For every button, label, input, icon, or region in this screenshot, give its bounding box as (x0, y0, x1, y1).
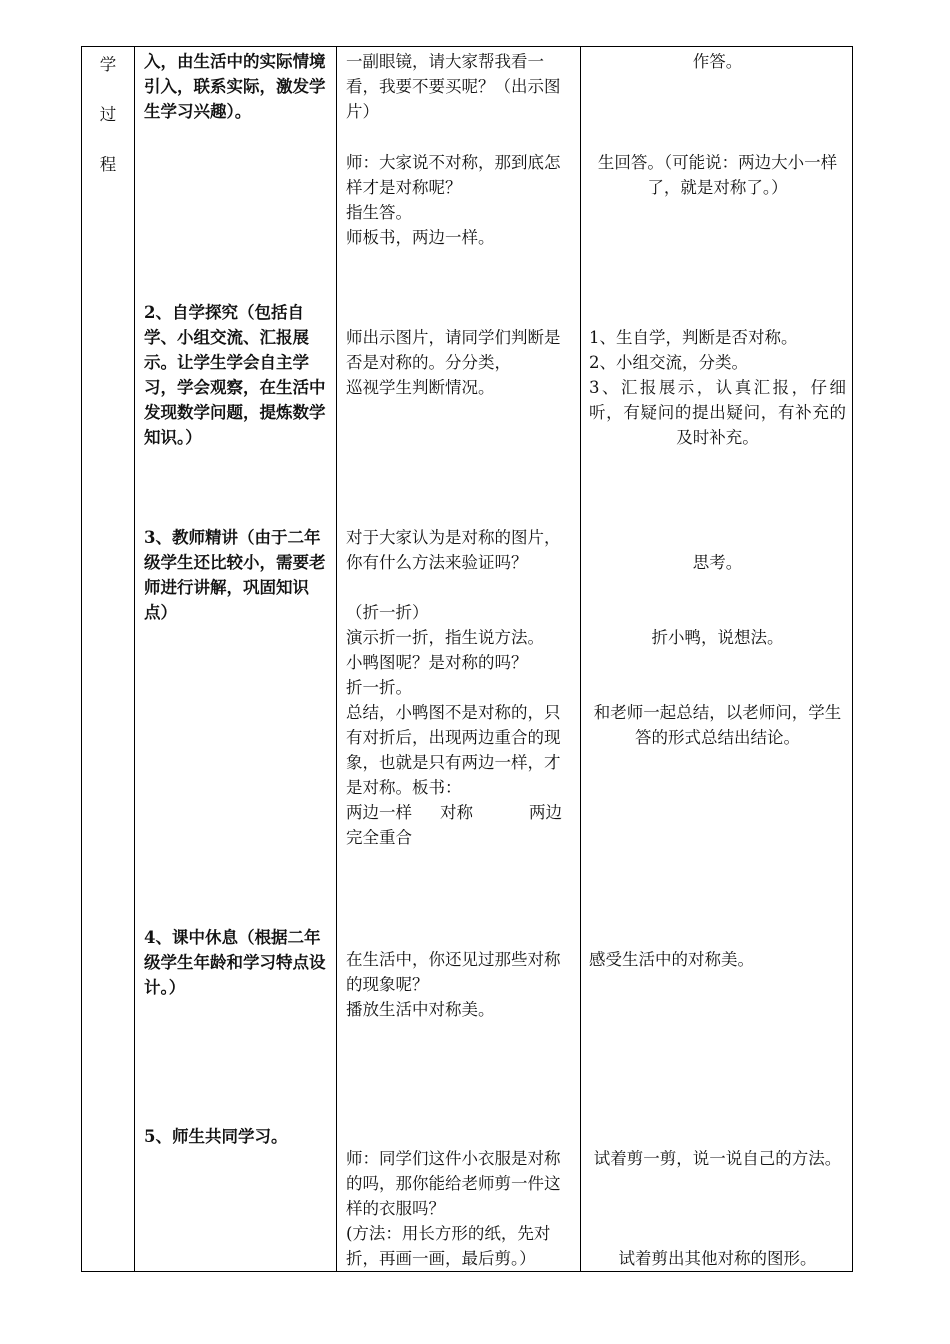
board-item: 对称 (440, 803, 473, 822)
lesson-table (81, 46, 853, 1272)
teacher-text: 总结，小鸭图不是对称的，只有对折后，出现两边重合的现象，也就是只有两边一样，才是对称。板书： (346, 703, 561, 797)
student-text: 1、生自学，判断是否对称。 (589, 328, 798, 347)
student-text: 试着剪一剪，说一说自己的方法。 (593, 1149, 842, 1168)
teacher-text: 折一折。 (346, 678, 412, 697)
teacher-text: 师：大家说不对称，那到底怎样才是对称呢？ (346, 153, 561, 197)
phase-char: 程 (99, 155, 117, 174)
teacher-text: 小鸭图呢？是对称的吗？ (346, 653, 528, 672)
student-text: 折小鸭，说想法。 (651, 628, 784, 647)
teacher-text: 对于大家认为是对称的图片，你有什么方法来验证吗？ (346, 528, 561, 572)
teacher-text: 播放生活中对称美。 (346, 1000, 495, 1019)
student-text: 作答。 (692, 52, 743, 71)
stage-4-text: 4、课中休息（根据二年级学生年龄和学习特点设计。） (144, 928, 326, 997)
stage-1-text: 入，由生活中的实际情境引入，联系实际，激发学生学习兴趣）。 (144, 52, 326, 121)
stage-3-text: 3、教师精讲（由于二年级学生还比较小，需要老师进行讲解，巩固知识点） (144, 528, 326, 622)
teacher-text: 师：同学们这件小衣服是对称的吗，那你能给老师剪一件这样的衣服吗？ (346, 1149, 561, 1218)
student-text: 和老师一起总结，以老师问，学生答的形式总结出结论。 (593, 703, 842, 747)
teacher-text: 巡视学生判断情况。 (346, 378, 495, 397)
stage-5-text: 5、师生共同学习。 (144, 1127, 288, 1146)
stage-column (135, 47, 336, 1271)
student-text: 3、汇报展示，认真汇报，仔细听，有疑问的提出疑问，有补充的及时补充。 (589, 378, 846, 447)
board-item: 完全重合 (346, 828, 412, 847)
board-writing (346, 800, 574, 825)
student-text: 2、小组交流，分类。 (589, 353, 748, 372)
student-text: 试着剪出其他对称的图形。 (618, 1249, 817, 1268)
board-item: 两边 (529, 803, 562, 822)
teacher-text: （折一折） (346, 603, 429, 622)
teacher-text: 一副眼镜，请大家帮我看一看，我要不要买呢？（出示图片） (346, 52, 561, 121)
teacher-text: 师板书，两边一样。 (346, 228, 495, 247)
phase-label-column (82, 47, 134, 1271)
teacher-text: 演示折一折，指生说方法。 (346, 628, 544, 647)
student-text: 感受生活中的对称美。 (589, 950, 754, 969)
student-activity-column (581, 47, 852, 1271)
phase-char: 过 (99, 105, 117, 124)
phase-char: 学 (99, 55, 117, 74)
stage-2-text: 2、自学探究（包括自学、小组交流、汇报展示。让学生学会自主学习，学会观察，在生活中发现数学问题，提炼数学知识。） (144, 303, 326, 447)
student-text: 思考。 (692, 553, 743, 572)
board-item: 两边一样 (346, 803, 412, 822)
teacher-activity-column (337, 47, 580, 1271)
teacher-text: 师出示图片，请同学们判断是否是对称的。分分类， (346, 328, 561, 372)
student-text: 生回答。（可能说：两边大小一样了，就是对称了。） (597, 153, 838, 197)
teacher-text: 在生活中，你还见过那些对称的现象呢？ (346, 950, 561, 994)
teacher-text: 指生答。 (346, 203, 412, 222)
teacher-text: (方法：用长方形的纸，先对折，再画一画，最后剪。） (346, 1224, 551, 1268)
